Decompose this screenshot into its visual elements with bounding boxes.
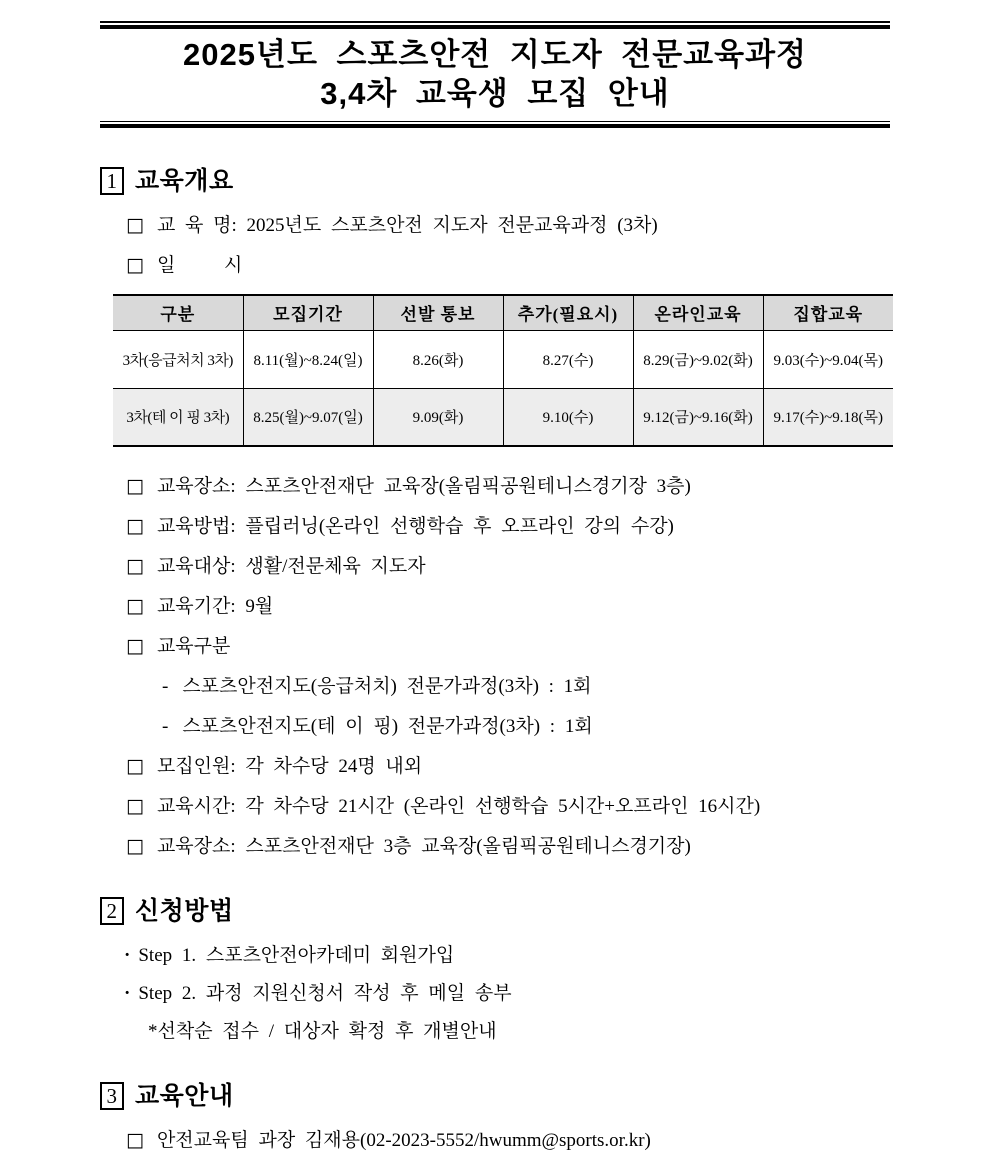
list-item-text: 모집인원: 각 차수당 24명 내외: [156, 756, 423, 777]
table-row: [113, 330, 893, 388]
list-item-text: 일 시: [156, 255, 243, 276]
table-header-offline: 집합교육: [763, 295, 893, 330]
table-header-online: 온라인교육: [633, 295, 763, 330]
title-bottom-thick-rule: [100, 124, 890, 128]
table-cell: 9.10(수): [503, 388, 633, 446]
table-cell: 9.09(화): [373, 388, 503, 446]
title-bottom-thin-rule: [100, 121, 890, 123]
table-cell: 8.27(수): [503, 330, 633, 388]
list-item-text: 교육장소: 스포츠안전재단 3층 교육장(올림픽공원테니스경기장): [156, 836, 691, 857]
square-bullet-marker: □: [126, 595, 144, 617]
section-edu-info: [100, 1081, 890, 1152]
list-item-edu-place: [126, 475, 890, 498]
list-item-edu-category: [126, 635, 890, 658]
table-header-apply-period: 모집기간: [243, 295, 373, 330]
dot-bullet-marker: ·: [124, 945, 131, 966]
list-item-edu-hours: [126, 795, 890, 818]
square-bullet-marker: □: [126, 475, 144, 497]
square-bullet-marker: □: [126, 635, 144, 657]
list-item-edu-method: [126, 515, 890, 538]
list-item-edu-target: [126, 555, 890, 578]
note-text: *선착순 접수 / 대상자 확정 후 개별안내: [148, 1021, 497, 1042]
table-cell: 9.03(수)~9.04(목): [763, 330, 893, 388]
section-number-box: 1: [100, 167, 124, 195]
square-bullet-marker: □: [126, 835, 144, 857]
list-item-text: Step 2. 과정 지원신청서 작성 후 메일 송부: [138, 983, 512, 1004]
square-bullet-marker: □: [126, 795, 144, 817]
dash-marker: -: [162, 676, 169, 697]
section-heading-label: 교육안내: [135, 1082, 234, 1110]
table-header-category: 구분: [113, 295, 243, 330]
table-header-row: [113, 295, 893, 330]
section-heading-label: 교육개요: [135, 167, 234, 195]
table-cell: 9.12(금)~9.16(화): [633, 388, 763, 446]
list-subitem-taping: [162, 715, 890, 738]
list-item-text: 교육대상: 생활/전문체육 지도자: [156, 556, 426, 577]
table-cell: 8.29(금)~9.02(화): [633, 330, 763, 388]
square-bullet-marker: □: [126, 254, 144, 276]
list-item-note: [148, 1020, 890, 1043]
list-item-schedule-label: [126, 254, 890, 277]
schedule-table-header: [113, 295, 893, 330]
list-item-edu-place-2: [126, 835, 890, 858]
section-heading-info: [100, 1081, 890, 1111]
square-bullet-marker: □: [126, 755, 144, 777]
list-item-text: 스포츠안전지도(응급처치) 전문가과정(3차) : 1회: [182, 676, 592, 697]
list-item-text: Step 1. 스포츠안전아카데미 회원가입: [138, 945, 455, 966]
list-item-text: 스포츠안전지도(테 이 핑) 전문가과정(3차) : 1회: [182, 716, 593, 737]
list-item-edu-period: [126, 595, 890, 618]
list-item-text: 교육기간: 9월: [156, 596, 274, 617]
page-title: [100, 29, 890, 121]
section-overview: [100, 166, 890, 858]
page-title-line1: 2025년도 스포츠안전 지도자 전문교육과정: [183, 36, 807, 72]
title-top-thin-rule: [100, 21, 890, 23]
table-header-notify: 선발 통보: [373, 295, 503, 330]
section-apply-method: [100, 896, 890, 1043]
table-cell: 3차(테 이 핑 3차): [113, 388, 243, 446]
square-bullet-marker: □: [126, 515, 144, 537]
document-title-block: [100, 21, 890, 128]
list-item-text: 교육방법: 플립러닝(온라인 선행학습 후 오프라인 강의 수강): [156, 516, 674, 537]
list-subitem-first-aid: [162, 675, 890, 698]
square-bullet-marker: □: [126, 1129, 144, 1151]
section-heading-apply: [100, 896, 890, 926]
list-item-text: 교 육 명: 2025년도 스포츠안전 지도자 전문교육과정 (3차): [156, 215, 658, 236]
table-cell: 3차(응급처치 3차): [113, 330, 243, 388]
dash-marker: -: [162, 716, 169, 737]
list-item-text: 교육장소: 스포츠안전재단 교육장(올림픽공원테니스경기장 3층): [156, 476, 691, 497]
table-cell: 8.25(월)~9.07(일): [243, 388, 373, 446]
list-item-capacity: [126, 755, 890, 778]
list-item-step-2: [124, 982, 890, 1005]
schedule-table: [113, 294, 893, 447]
list-item-course-name: [126, 214, 890, 237]
section-number-box: 2: [100, 897, 124, 925]
dot-bullet-marker: ·: [124, 983, 131, 1004]
table-header-extra: 추가(필요시): [503, 295, 633, 330]
contact-text: 안전교육팀 과장 김재용(02-2023-5552/hwumm@sports.or.kr): [156, 1130, 651, 1151]
section-heading-overview: [100, 166, 890, 196]
list-item-contact: [126, 1129, 890, 1152]
table-cell: 9.17(수)~9.18(목): [763, 388, 893, 446]
section-number-box: 3: [100, 1082, 124, 1110]
section-heading-label: 신청방법: [135, 897, 234, 925]
square-bullet-marker: □: [126, 555, 144, 577]
list-item-text: 교육시간: 각 차수당 21시간 (온라인 선행학습 5시간+오프라인 16시간): [156, 796, 761, 817]
page-title-line2: 3,4차 교육생 모집 안내: [320, 75, 670, 111]
list-item-text: 교육구분: [156, 636, 231, 657]
table-cell: 8.26(화): [373, 330, 503, 388]
list-item-step-1: [124, 944, 890, 967]
square-bullet-marker: □: [126, 214, 144, 236]
table-row: [113, 388, 893, 446]
table-cell: 8.11(월)~8.24(일): [243, 330, 373, 388]
